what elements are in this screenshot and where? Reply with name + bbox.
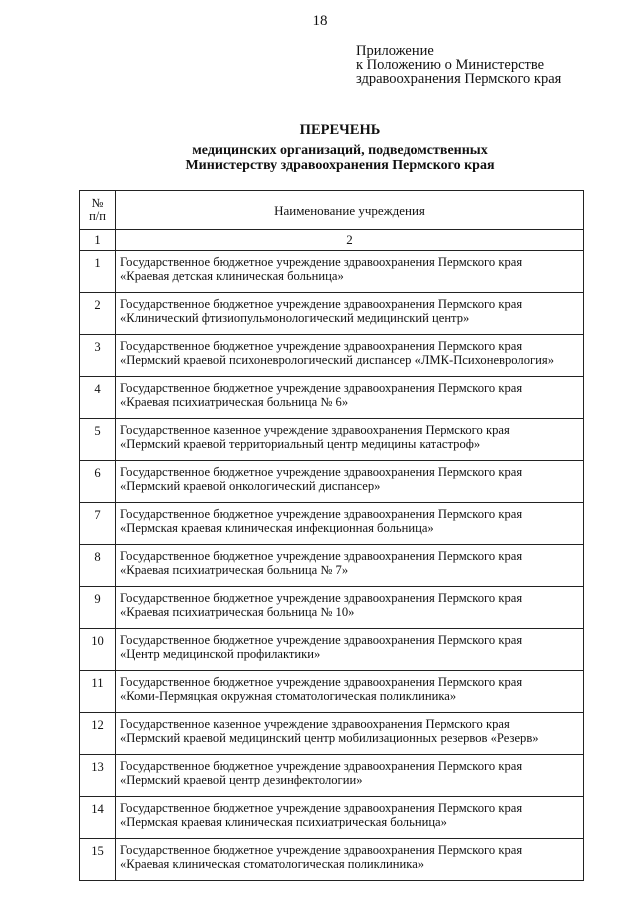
row-number: 10 xyxy=(80,629,116,671)
organization-name-line: Государственное казенное учреждение здравоохранения Пермского края xyxy=(120,717,510,731)
organization-name-line: «Пермская краевая клиническая психиатрическая больница» xyxy=(120,815,447,829)
table-row xyxy=(80,545,584,587)
organization-name xyxy=(116,713,584,755)
organization-name xyxy=(116,293,584,335)
organization-name-line: «Пермская краевая клиническая инфекционная больница» xyxy=(120,521,434,535)
organization-name xyxy=(116,629,584,671)
organization-name-line: «Пермский краевой психоневрологический диспансер «ЛМК-Психоневрология» xyxy=(120,353,555,367)
organization-name-line: «Пермский краевой территориальный центр медицины катастроф» xyxy=(120,437,481,451)
header-number-label: № п/п xyxy=(89,196,106,223)
table-row xyxy=(80,629,584,671)
organization-name xyxy=(116,671,584,713)
organization-name-line: Государственное бюджетное учреждение здравоохранения Пермского края xyxy=(120,381,523,395)
organization-name-line: «Краевая детская клиническая больница» xyxy=(120,269,344,283)
table-row xyxy=(80,755,584,797)
organization-name xyxy=(116,461,584,503)
table-row xyxy=(80,839,584,881)
table-row xyxy=(80,713,584,755)
organization-name-line: «Краевая психиатрическая больница № 6» xyxy=(120,395,349,409)
organization-name xyxy=(116,503,584,545)
row-number: 7 xyxy=(80,503,116,545)
title-subtitle-line: Министерству здравоохранения Пермского края xyxy=(185,158,495,173)
row-number: 8 xyxy=(80,545,116,587)
header-name: Наименование учреждения xyxy=(116,191,584,230)
table-row xyxy=(80,377,584,419)
row-number: 12 xyxy=(80,713,116,755)
appendix-line: здравоохранения Пермского края xyxy=(356,71,562,87)
table-row xyxy=(80,419,584,461)
organizations-table xyxy=(79,190,584,881)
table-row xyxy=(80,293,584,335)
organization-name xyxy=(116,839,584,881)
organization-name-line: Государственное бюджетное учреждение здравоохранения Пермского края xyxy=(120,843,523,857)
row-number: 4 xyxy=(80,377,116,419)
row-number: 5 xyxy=(80,419,116,461)
table-row xyxy=(80,503,584,545)
page-number: 18 xyxy=(312,13,328,29)
row-number: 11 xyxy=(80,671,116,713)
organization-name-line: Государственное бюджетное учреждение здравоохранения Пермского края xyxy=(120,339,523,353)
table-row xyxy=(80,671,584,713)
column-index-row xyxy=(80,230,584,251)
organization-name-line: Государственное бюджетное учреждение здравоохранения Пермского края xyxy=(120,507,523,521)
organization-name-line: Государственное бюджетное учреждение здравоохранения Пермского края xyxy=(120,633,523,647)
appendix-line: Приложение xyxy=(356,43,434,59)
header-number xyxy=(80,191,116,230)
table-row xyxy=(80,461,584,503)
appendix-note xyxy=(356,44,626,86)
row-number: 15 xyxy=(80,839,116,881)
row-number: 6 xyxy=(80,461,116,503)
organization-name-line: «Пермский краевой медицинский центр мобилизационных резервов «Резерв» xyxy=(120,731,539,745)
column-index-name: 2 xyxy=(116,230,584,251)
organization-name-line: «Клинический фтизиопульмонологический медицинский центр» xyxy=(120,311,470,325)
organization-name-line: «Краевая психиатрическая больница № 7» xyxy=(120,563,349,577)
table-row xyxy=(80,587,584,629)
organization-name-line: Государственное казенное учреждение здравоохранения Пермского края xyxy=(120,423,510,437)
organization-name-line: Государственное бюджетное учреждение здравоохранения Пермского края xyxy=(120,297,523,311)
organization-name xyxy=(116,545,584,587)
title-main: ПЕРЕЧЕНЬ xyxy=(299,122,381,138)
organization-name-line: «Пермский краевой онкологический диспансер» xyxy=(120,479,381,493)
row-number: 3 xyxy=(80,335,116,377)
organization-name-line: «Коми-Пермяцкая окружная стоматологическая поликлиника» xyxy=(120,689,457,703)
organization-name-line: «Центр медицинской профилактики» xyxy=(120,647,321,661)
organization-name-line: Государственное бюджетное учреждение здравоохранения Пермского края xyxy=(120,465,523,479)
appendix-line: к Положению о Министерстве xyxy=(356,57,545,73)
organization-name-line: «Краевая клиническая стоматологическая поликлиника» xyxy=(120,857,425,871)
organization-name xyxy=(116,587,584,629)
table-row xyxy=(80,797,584,839)
organization-name-line: Государственное бюджетное учреждение здравоохранения Пермского края xyxy=(120,255,523,269)
organization-name xyxy=(116,335,584,377)
table-row xyxy=(80,251,584,293)
organization-name-line: «Пермский краевой центр дезинфектологии» xyxy=(120,773,363,787)
organization-name-line: Государственное бюджетное учреждение здравоохранения Пермского края xyxy=(120,549,523,563)
organization-name xyxy=(116,419,584,461)
organization-name xyxy=(116,251,584,293)
organization-name xyxy=(116,797,584,839)
organization-name-line: Государственное бюджетное учреждение здравоохранения Пермского края xyxy=(120,759,523,773)
organization-name-line: «Краевая психиатрическая больница № 10» xyxy=(120,605,355,619)
organization-name-line: Государственное бюджетное учреждение здравоохранения Пермского края xyxy=(120,801,523,815)
organization-name-line: Государственное бюджетное учреждение здравоохранения Пермского края xyxy=(120,675,523,689)
organization-name xyxy=(116,755,584,797)
table-row xyxy=(80,335,584,377)
row-number: 9 xyxy=(80,587,116,629)
table-header-row xyxy=(80,191,584,230)
row-number: 1 xyxy=(80,251,116,293)
row-number: 14 xyxy=(80,797,116,839)
title-subtitle-line: медицинских организаций, подведомственных xyxy=(192,143,488,158)
organization-name xyxy=(116,377,584,419)
organization-name-line: Государственное бюджетное учреждение здравоохранения Пермского края xyxy=(120,591,523,605)
row-number: 2 xyxy=(80,293,116,335)
column-index-number: 1 xyxy=(80,230,116,251)
row-number: 13 xyxy=(80,755,116,797)
document-title xyxy=(60,122,620,173)
